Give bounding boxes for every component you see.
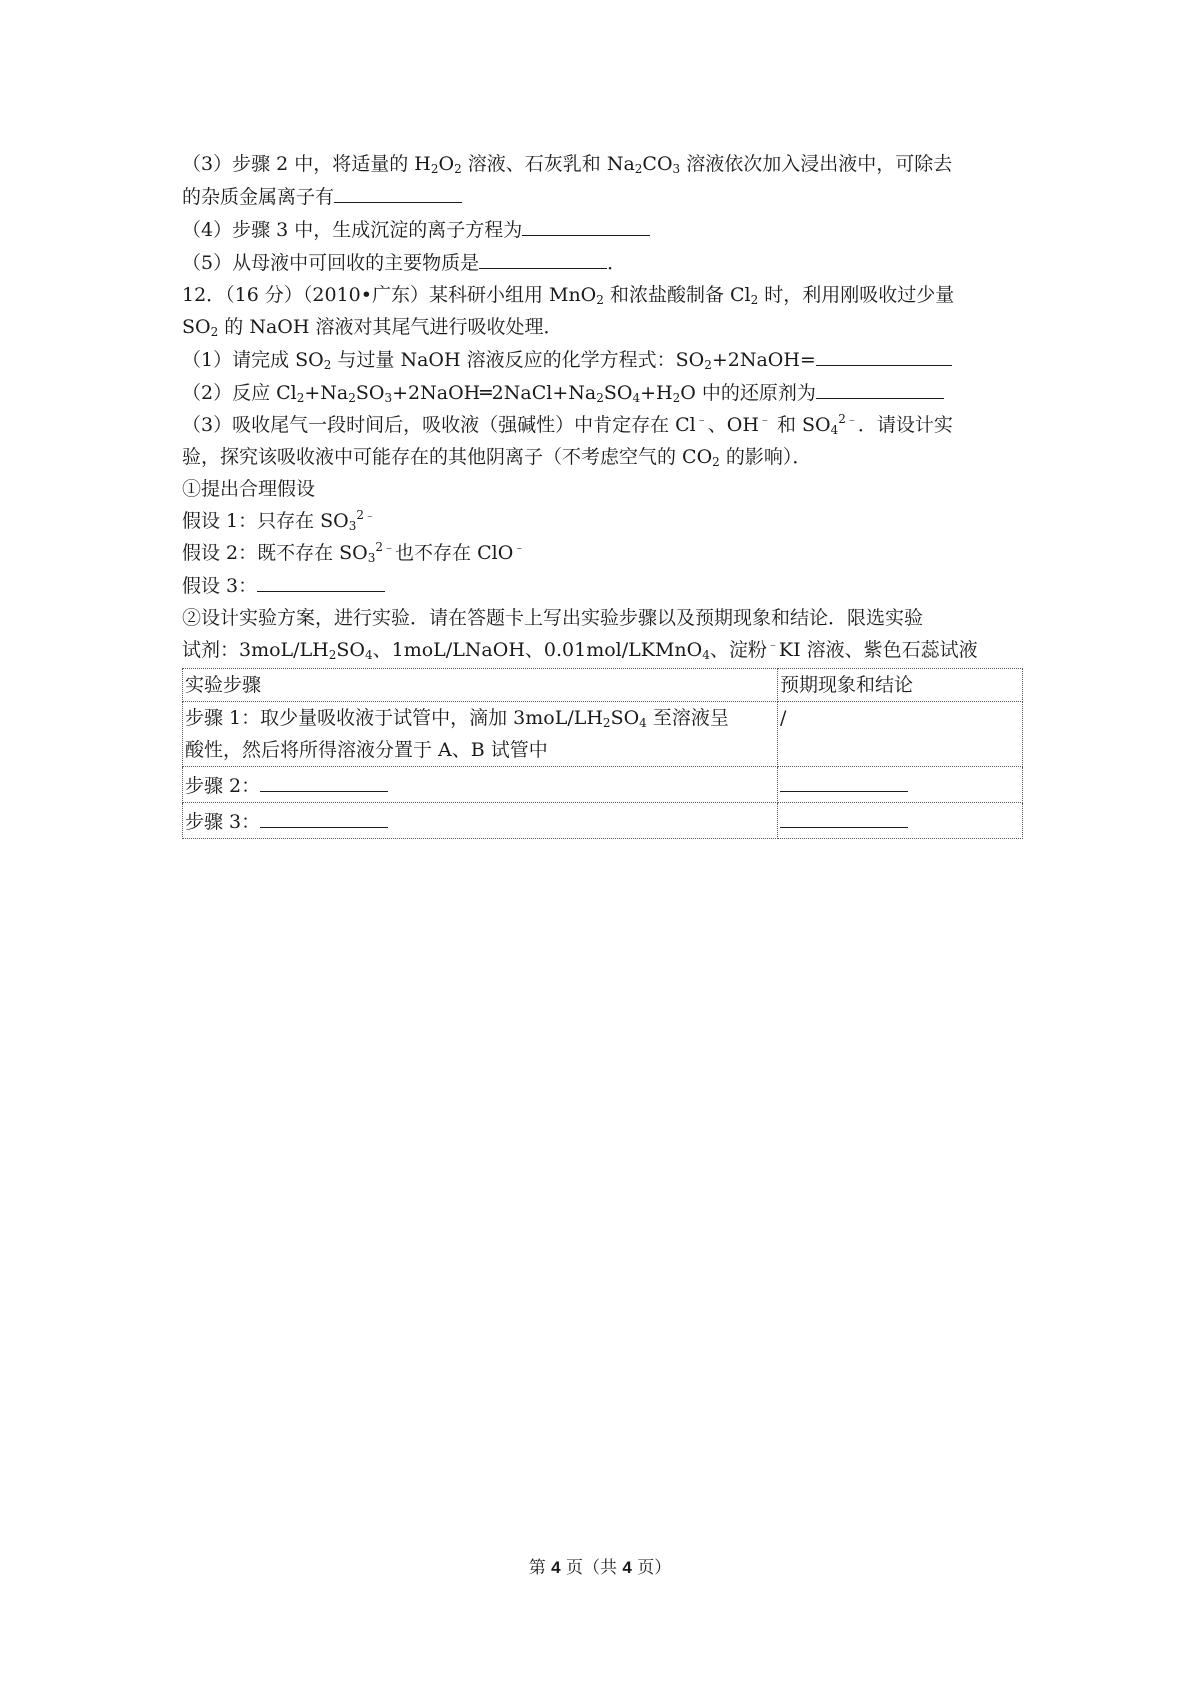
q12-line-2: $SO_2$ 的 NaOH 溶液对其尾气进行吸收处理． (182, 316, 563, 339)
answer-blank[interactable] (816, 343, 952, 366)
table-header: 预期现象和结论 (778, 669, 1023, 702)
answer-blank[interactable] (780, 803, 908, 828)
hypothesis-2: 假设 2：既不存在 $SO_3^{2﹣}$也不存在 ClO﹣ (182, 540, 526, 565)
table-row (183, 702, 1023, 767)
answer-blank[interactable] (260, 767, 388, 792)
answer-blank[interactable] (522, 213, 650, 236)
hypothesis-3: 假设 3： (182, 569, 1022, 602)
table-header-row (183, 669, 1023, 702)
part1-line: （1）请完成 $SO_2$ 与过量 NaOH 溶液反应的化学方程式：$SO_2+2NaOH=$ (182, 343, 1022, 376)
step-3-cell: 步骤 3： (183, 803, 778, 839)
answer-blank[interactable] (257, 569, 385, 592)
step-1-result: / (778, 702, 1023, 767)
q3-line-2: 的杂质金属离子有 (182, 180, 1022, 213)
answer-blank[interactable] (780, 767, 908, 792)
part2-line: （2）反应 $Cl_2+Na_2SO_3+2NaOH═2NaCl+Na_2SO_4+H_2O$ 中的还原剂为 (182, 376, 1022, 409)
design-line-1: ②设计实验方案，进行实验．请在答题卡上写出实验步骤以及预期现象和结论．限选实验 (182, 607, 924, 629)
experiment-table (182, 668, 1023, 839)
step-2-cell: 步骤 2： (183, 767, 778, 803)
answer-blank[interactable] (816, 376, 944, 399)
answer-blank[interactable] (479, 246, 607, 269)
table-row (183, 803, 1023, 839)
hypothesis-1: 假设 1：只存在 $SO_3^{2﹣}$ (182, 508, 377, 533)
step-2-result (778, 767, 1023, 803)
part3-line-1: （3）吸收尾气一段时间后，吸收液（强碱性）中肯定存在 Cl﹣、OH﹣ 和 $SO_4^{2﹣}$．请设计实 (182, 412, 953, 437)
table-row (183, 767, 1023, 803)
question-content (182, 148, 1022, 839)
q12-line-1: 12．（16 分）（2010•广东）某科研小组用 MnO$_2$ 和浓盐酸制备 $Cl_2$ 时，利用刚吸收过少量 (182, 284, 955, 307)
answer-blank[interactable] (334, 180, 462, 203)
page-footer: 第 4 页（共 4 页） (528, 1558, 672, 1578)
step-3-result (778, 803, 1023, 839)
total-pages: 4 (622, 1558, 632, 1577)
step-1-cell: 步骤 1：取少量吸收液于试管中，滴加 $3moL/LH_2SO_4$ 至溶液呈 酸性，然后将所得溶液分置于 A、B 试管中 (183, 702, 778, 767)
part3-line-2: 验，探究该吸收液中可能存在的其他阴离子（不考虑空气的 $CO_2$ 的影响）． (182, 446, 812, 469)
table-header: 实验步骤 (183, 669, 778, 702)
q5-line: （5）从母液中可回收的主要物质是 ． (182, 246, 1022, 279)
q3-line-1: （3）步骤 2 中，将适量的 $H_2O_2$ 溶液、石灰乳和 $Na_2CO_3$ 溶液依次加入浸出液中，可除去 (182, 153, 953, 176)
design-line-2: 试剂：$3moL/LH_2SO_4$、1moL/LNaOH、0.01mol/LKMnO$_4$、淀粉﹣KI 溶液、紫色石蕊试液 (182, 637, 978, 662)
page-number: 4 (551, 1558, 561, 1577)
answer-blank[interactable] (260, 803, 388, 828)
q4-line: （4）步骤 3 中，生成沉淀的离子方程为 (182, 213, 1022, 246)
hypothesis-title: ①提出合理假设 (182, 478, 316, 500)
